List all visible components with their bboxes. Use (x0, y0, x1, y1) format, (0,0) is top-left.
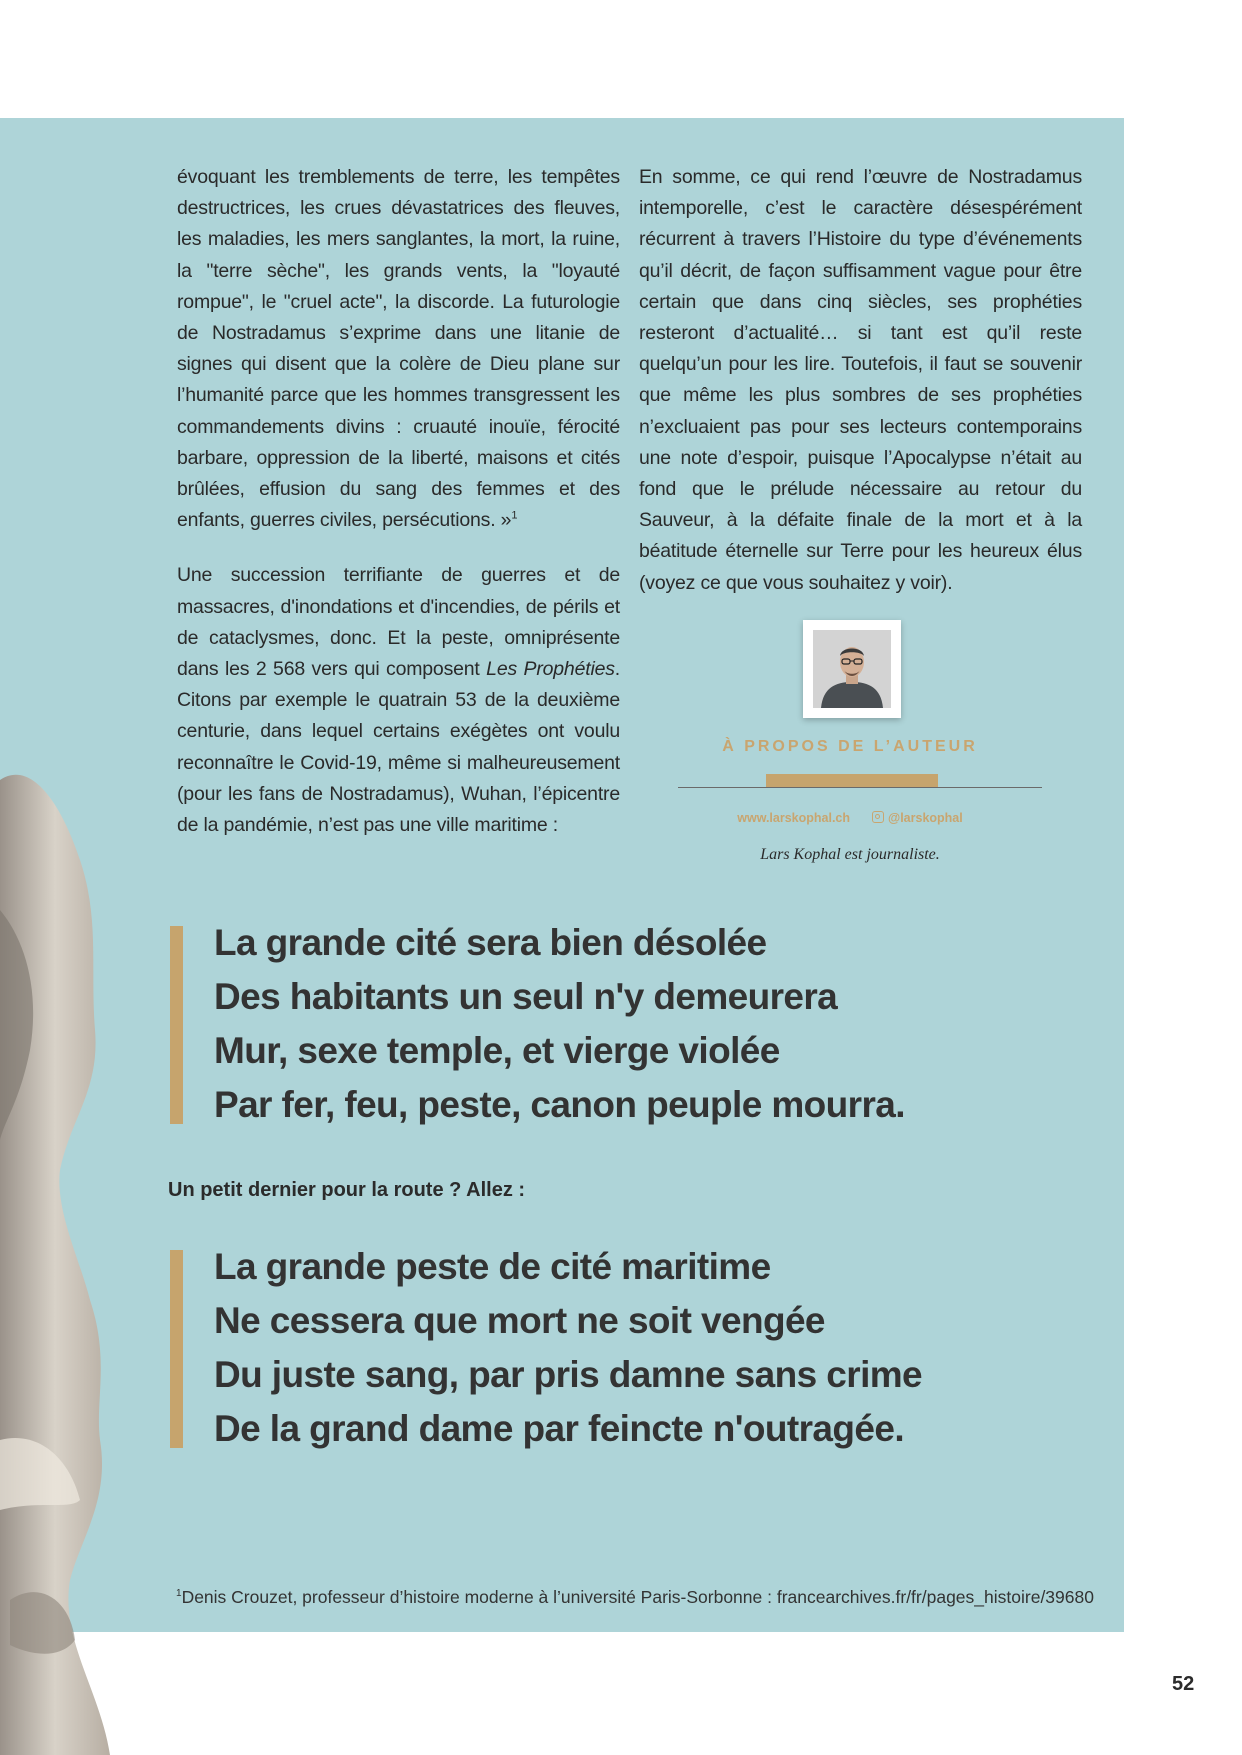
instagram-icon (872, 811, 884, 823)
article-paragraph: En somme, ce qui rend l’œuvre de Nostradamus intemporelle, c’est le caractère désespérément récurrent à travers l’Histoire du type d’événements qu’il décrit, de façon suffisamment vague pour être certain que dans cinq siècles, ses prophéties resteront d’actualité… si tant est qu’il reste quelqu’un pour les lire. Toutefois, il faut se souvenir que même les plus sombres de ses prophéties n’excluaient pas pour ses lecteurs contemporains une note d’espoir, puisque l’Apocalypse n’était au fond que le prélude nécessaire au retour du Sauveur, à la défaite finale de la mort et à la béatitude éternelle sur Terre pour les heureux élus (voyez ce que vous souhaitez y voir). (639, 166, 1082, 594)
author-bio: Lars Kophal est journaliste. (760, 846, 940, 863)
footnote-ref[interactable]: 1 (511, 509, 518, 522)
quote-line: De la grand dame par feincte n'outragée. (214, 1408, 905, 1449)
author-instagram-link[interactable]: @larskophal (888, 811, 963, 825)
author-accent-bar (766, 774, 938, 788)
book-title: Les Prophéties (486, 658, 615, 681)
interlude-text: Un petit dernier pour la route ? Allez : (168, 1179, 526, 1201)
quatrain-quote-2 (170, 1240, 922, 1456)
quote-line: Ne cessera que mort ne soit vengée (214, 1300, 825, 1341)
article-column-right (639, 162, 1082, 599)
author-links (640, 811, 1060, 825)
quote-line: Des habitants un seul n'y demeurera (214, 976, 838, 1017)
author-website-link[interactable]: www.larskophal.ch (737, 811, 851, 825)
article-paragraph: Une succession terrifiante de guerres et de massacres, d'inondations et d'incendies, de périls et de cataclysmes, donc. Et la peste, omniprésente dans les 2 568 vers qui composent Les Prophéties. Citons par exemple le quatrain 53 de la deuxième centurie, dans lequel certains exégètes ont voulu reconnaître le Covid-19, même si malheureusement (pour les fans de Nostradamus), Wuhan, l’épicentre de la pandémie, n’est pas une ville maritime : (177, 564, 620, 837)
footnote (176, 1587, 1094, 1608)
quote-accent-bar (170, 926, 183, 1124)
quote-line: La grande peste de cité maritime (214, 1246, 771, 1287)
page-number: 52 (1172, 1673, 1195, 1695)
quote-line: Du juste sang, par pris damne sans crime (214, 1354, 923, 1395)
author-section-heading: À PROPOS DE L’AUTEUR (722, 738, 978, 755)
quote-line: Par fer, feu, peste, canon peuple mourra. (214, 1084, 905, 1125)
quote-line: La grande cité sera bien désolée (214, 922, 767, 963)
footnote-text: Denis Crouzet, professeur d’histoire moderne à l’université Paris-Sorbonne : francearchives.fr/fr/pages_histoire/39680 (181, 1587, 1094, 1607)
quote-accent-bar (170, 1250, 183, 1448)
author-divider (678, 787, 1042, 788)
author-avatar (813, 630, 891, 708)
footnote-number: 1 (176, 1588, 182, 1600)
article-paragraph: évoquant les tremblements de terre, les tempêtes destructrices, les crues dévastatrices des fleuves, les maladies, les mers sanglantes, la mort, la ruine, la "terre sèche", les grands vents, la "loyauté rompue", le "cruel acte", la discorde. La futurologie de Nostradamus s’exprime dans une litanie de signes qui disent que la colère de Dieu plane sur l’humanité parce que les hommes transgressent les commandements divins : cruauté inouïe, férocité barbare, oppression de la liberté, maisons et cités brûlées, effusion du sang des femmes et des enfants, guerres civiles, persécutions. »$^1$ (177, 166, 620, 532)
quatrain-quote-1 (170, 916, 905, 1132)
quote-line: Mur, sexe temple, et vierge violée (214, 1030, 780, 1071)
author-photo-frame (803, 620, 901, 718)
article-column-left (177, 162, 620, 841)
